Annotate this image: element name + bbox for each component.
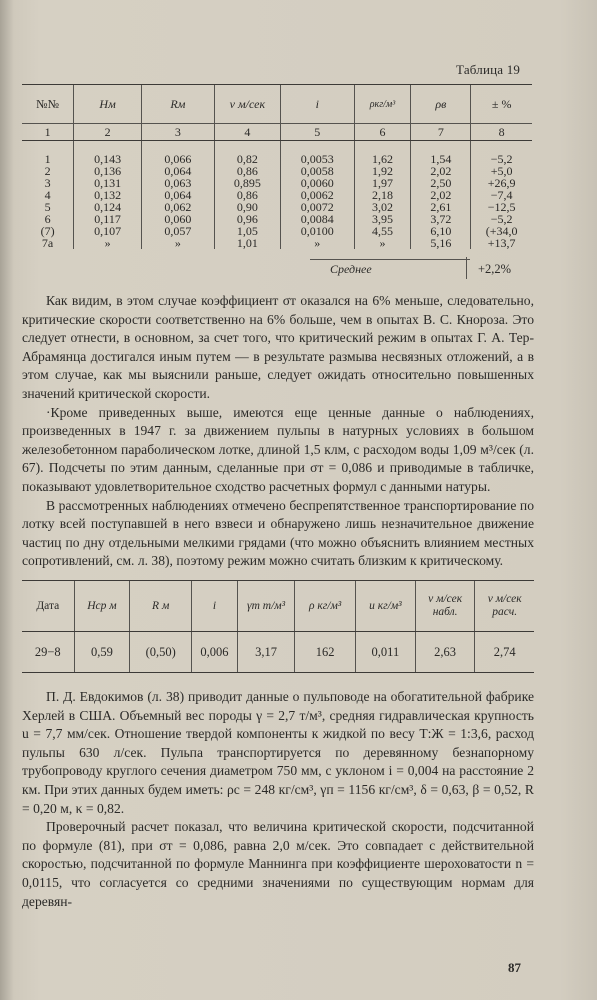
average-value: +2,2% bbox=[478, 262, 512, 276]
table-cell: 0,0062 bbox=[280, 189, 354, 201]
col-number: 6 bbox=[354, 124, 411, 141]
table-cell: 1 bbox=[44, 152, 51, 166]
col-header-gamma: γт т/м³ bbox=[237, 581, 294, 632]
table-cell: 0,90 bbox=[214, 201, 280, 213]
col-number: 1 bbox=[22, 124, 74, 141]
table-caption: Таблица 19 bbox=[456, 62, 521, 77]
col-number: 5 bbox=[280, 124, 354, 141]
col-header-v: v м/сек bbox=[214, 85, 280, 124]
table-cell: (+34,0 bbox=[471, 225, 532, 237]
col-number: 4 bbox=[214, 124, 280, 141]
table-cell: 4 bbox=[44, 188, 51, 202]
table-column-numbers bbox=[22, 124, 532, 141]
divider bbox=[466, 257, 467, 279]
table-cell: −5,2 bbox=[471, 213, 532, 225]
table-cell: 0,82 bbox=[214, 141, 280, 166]
table-cell: 0,066 bbox=[141, 141, 214, 166]
table-cell: 0,136 bbox=[74, 165, 142, 177]
table-cell: 2 bbox=[44, 164, 51, 178]
table-cell: 5 bbox=[44, 200, 51, 214]
col-header-percent: ± % bbox=[471, 85, 532, 124]
table-cell: +13,7 bbox=[471, 237, 532, 249]
table-cell: 3 bbox=[44, 176, 51, 190]
paragraph: П. Д. Евдокимов (л. 38) приводит данные о пульповоде на обогатительной фабрике Херлей в США. Объемный вес породы γ = 2,7 т/м³, средняя гидравлическая крупность u = 7,7 мм/сек. Отношение твердой компоненты к жидкой по весу Т:Ж = 1:3,6, расход пульпы 630 л/сек. Пульпа транспортируется по деревянному безнапорному трубопроводу круглого сечения диаметром 750 мм, с уклоном i = 0,004 на расстояние 2 км. При этих данных будем иметь: ρс = 248 кг/см³, γп = 1156 кг/см³, δ = 0,63, β = 0,52, R = 0,20 м, κ = 0,82. bbox=[22, 689, 534, 816]
page-number: 87 bbox=[508, 960, 521, 975]
paragraph: Как видим, в этом случае коэффициент σт оказался на 6% меньше, следовательно, критические скорости соответственно на 6% больше, чем в опытах В. С. Кнороза. Это следует отнести, в основном, за счет того, что критический режим в опытах Г. А. Тер-Абрамянца достигался иным путем — в результате размыва несвязных отложений, а в этом случае, как мы выяснили раньше, следует ожидать относительно повышенных значений критической скорости. bbox=[22, 293, 534, 401]
table-cell: 3,02 bbox=[354, 201, 411, 213]
col-header-rho: ρкг/м³ bbox=[354, 85, 411, 124]
table-cell: 162 bbox=[295, 632, 356, 673]
table-cell: 2,02 bbox=[411, 189, 471, 201]
table-cell: (7) bbox=[40, 224, 55, 238]
col-header-rho-v: ρв bbox=[411, 85, 471, 124]
table-cell: 2,18 bbox=[354, 189, 411, 201]
table-cell: 0,86 bbox=[214, 165, 280, 177]
table-cell: 3,95 bbox=[354, 213, 411, 225]
table-cell: 0,0058 bbox=[280, 165, 354, 177]
table-cell: 0,107 bbox=[74, 225, 142, 237]
table-cell: 2,50 bbox=[411, 177, 471, 189]
table-cell: (0,50) bbox=[130, 632, 192, 673]
table-cell: +5,0 bbox=[471, 165, 532, 177]
table-cell: 4,55 bbox=[354, 225, 411, 237]
table-cell: 0,011 bbox=[355, 632, 415, 673]
col-header-date: Дата bbox=[22, 581, 74, 632]
table-cell: 2,74 bbox=[475, 632, 534, 673]
paragraph: Проверочный расчет показал, что величина критической скорости, подсчитанной по формуле (81), при σт = 0,086, равна 2,0 м/сек. Это совпадает с действительной скоростью, подсчитанной по формуле Маннинга при коэффициенте шероховатости n = 0,0115, что согласуется со средними значениями по существующим нормам для деревян- bbox=[22, 819, 534, 909]
table-cell: 1,05 bbox=[214, 225, 280, 237]
divider bbox=[310, 259, 470, 260]
table-cell: 0,96 bbox=[214, 213, 280, 225]
table-average-row bbox=[0, 257, 597, 281]
table-cell: +26,9 bbox=[471, 177, 532, 189]
table-cell: 5,16 bbox=[411, 237, 471, 249]
table-cell: 7а bbox=[41, 236, 54, 250]
table-cell: 0,86 bbox=[214, 189, 280, 201]
col-header-number: №№ bbox=[22, 85, 74, 124]
col-header-i: i bbox=[280, 85, 354, 124]
table-row bbox=[22, 225, 532, 237]
table-cell: 0,060 bbox=[141, 213, 214, 225]
table-cell: 0,124 bbox=[74, 201, 142, 213]
table-cell: 0,143 bbox=[74, 141, 142, 166]
table-cell: −12,5 bbox=[471, 201, 532, 213]
observation-table bbox=[22, 580, 534, 673]
table-cell: −7,4 bbox=[471, 189, 532, 201]
table-cell: 3,72 bbox=[411, 213, 471, 225]
table-cell: 0,117 bbox=[74, 213, 142, 225]
table-cell: » bbox=[280, 237, 354, 249]
table-row bbox=[22, 632, 534, 673]
table-row bbox=[22, 141, 532, 166]
table-cell: 29−8 bbox=[22, 632, 74, 673]
table-cell: 1,97 bbox=[354, 177, 411, 189]
col-header-v-observed: v м/сек набл. bbox=[415, 581, 475, 632]
table-cell: 0,132 bbox=[74, 189, 142, 201]
body-text-2 bbox=[22, 688, 534, 911]
table-header-row bbox=[22, 581, 534, 632]
col-number: 7 bbox=[411, 124, 471, 141]
table-cell: » bbox=[141, 237, 214, 249]
table-cell: −5,2 bbox=[471, 141, 532, 166]
table-cell: 0,59 bbox=[74, 632, 130, 673]
body-text-1 bbox=[22, 292, 534, 571]
table-cell: » bbox=[74, 237, 142, 249]
table-cell: 0,0084 bbox=[280, 213, 354, 225]
col-header-u: u кг/м³ bbox=[355, 581, 415, 632]
table-header-row bbox=[22, 85, 532, 124]
table-cell: 0,0100 bbox=[280, 225, 354, 237]
col-header-h: Hср м bbox=[74, 581, 130, 632]
table-cell: 0,0053 bbox=[280, 141, 354, 166]
col-header-h: Hм bbox=[74, 85, 142, 124]
table-cell: 0,895 bbox=[214, 177, 280, 189]
table-19 bbox=[22, 84, 532, 249]
col-header-r: R м bbox=[130, 581, 192, 632]
col-header-v-calculated: v м/сек расч. bbox=[475, 581, 534, 632]
table-cell: 0,0060 bbox=[280, 177, 354, 189]
col-header-r: Rм bbox=[141, 85, 214, 124]
paragraph: В рассмотренных наблюдениях отмечено беспрепятственное транспортирование по лотку всей поступавшей в него взвеси и обнаружено лишь незначительное движение частиц по дну отдельными мелкими грядами (что можно объяснить влиянием местных сопротивлений, см. л. 38), поэтому режим можно считать близким к критическому. bbox=[22, 497, 534, 569]
table-cell: 0,064 bbox=[141, 165, 214, 177]
table-cell: 0,064 bbox=[141, 189, 214, 201]
col-number: 8 bbox=[471, 124, 532, 141]
col-number: 2 bbox=[74, 124, 142, 141]
table-cell: 0,062 bbox=[141, 201, 214, 213]
paragraph: ·Кроме приведенных выше, имеются еще ценные данные о наблюдениях, произведенных в 1947 г. за движением пульпы в натурных условиях в большом железобетонном параболическом лотке, длиной 1,5 клм, с расходом воды 1,09 м³/сек (л. 67). Подсчеты по этим данным, сделанные при σт = 0,086 и приводимые в табличке, показывают удовлетворительное сходство расчетных формул с данными натуры. bbox=[22, 404, 534, 494]
table-cell: 0,063 bbox=[141, 177, 214, 189]
col-header-rho: ρ кг/м³ bbox=[295, 581, 356, 632]
table-cell: 6,10 bbox=[411, 225, 471, 237]
table-cell: 2,02 bbox=[411, 165, 471, 177]
table-cell: 1,92 bbox=[354, 165, 411, 177]
table-cell: 3,17 bbox=[237, 632, 294, 673]
average-label: Среднее bbox=[330, 262, 372, 276]
table-row bbox=[22, 237, 532, 249]
table-cell: 0,006 bbox=[192, 632, 238, 673]
table-cell: 1,01 bbox=[214, 237, 280, 249]
col-header-i: i bbox=[192, 581, 238, 632]
table-cell: » bbox=[354, 237, 411, 249]
table-cell: 1,54 bbox=[411, 141, 471, 166]
table-cell: 0,131 bbox=[74, 177, 142, 189]
table-cell: 0,057 bbox=[141, 225, 214, 237]
table-cell: 2,61 bbox=[411, 201, 471, 213]
table-cell: 6 bbox=[44, 212, 51, 226]
table-cell: 1,62 bbox=[354, 141, 411, 166]
col-number: 3 bbox=[141, 124, 214, 141]
table-cell: 0,0072 bbox=[280, 201, 354, 213]
table-cell: 2,63 bbox=[415, 632, 475, 673]
